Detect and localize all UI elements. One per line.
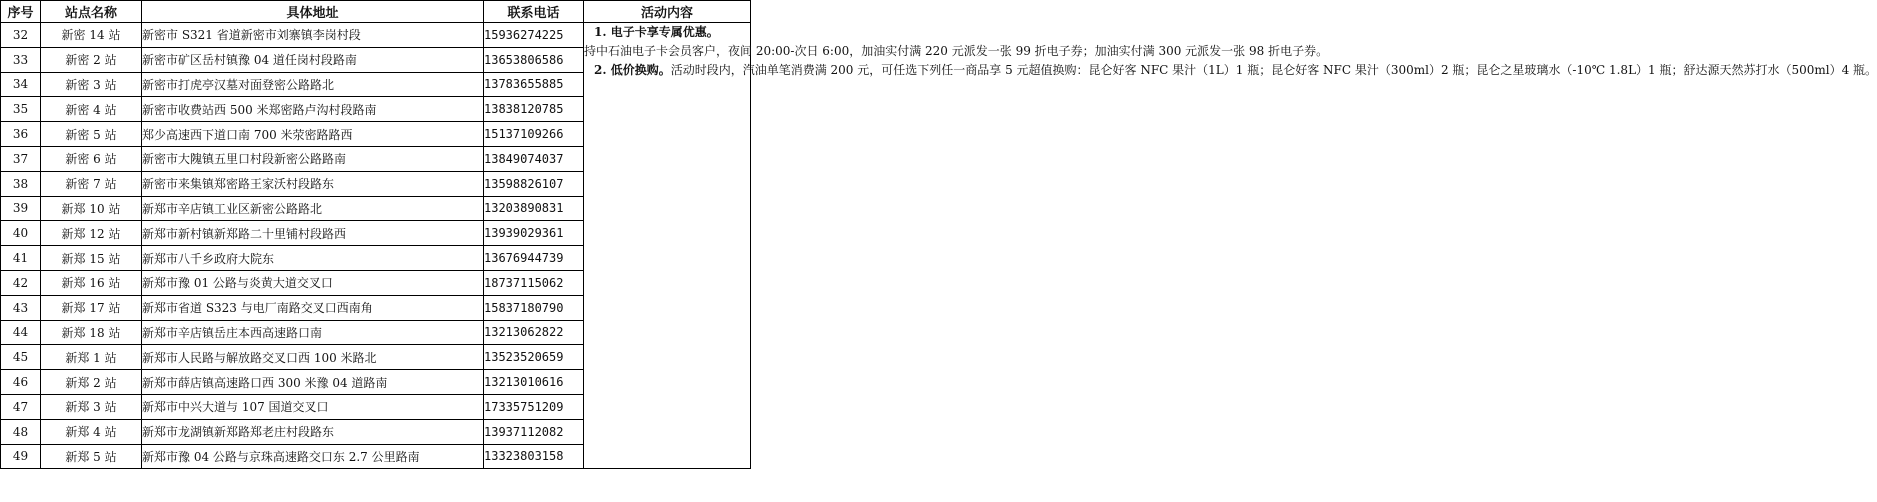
- station-phone: 15137109266: [484, 122, 584, 147]
- station-address: 新密市大隗镇五里口村段新密公路路南: [142, 146, 484, 171]
- station-address: 新郑市龙湖镇新郑路郑老庄村段路东: [142, 419, 484, 444]
- header-activity: 活动内容: [584, 1, 751, 23]
- row-number: 37: [1, 146, 41, 171]
- row-number: 46: [1, 370, 41, 395]
- activity-item-2: [584, 61, 1877, 80]
- station-address: 新郑市豫 04 公路与京珠高速路交口东 2.7 公里路南: [142, 444, 484, 469]
- station-address: 新密市矿区岳村镇豫 04 道任岗村段路南: [142, 47, 484, 72]
- station-address: 新郑市八千乡政府大院东: [142, 246, 484, 271]
- activity-item-2-title: 2. 低价换购。: [594, 63, 671, 77]
- station-phone: 18737115062: [484, 270, 584, 295]
- row-number: 45: [1, 345, 41, 370]
- station-name: 新郑 4 站: [41, 419, 142, 444]
- header-no: 序号: [1, 1, 41, 23]
- station-address: 郑少高速西下道口南 700 米荥密路路西: [142, 122, 484, 147]
- station-address: 新郑市省道 S323 与电厂南路交叉口西南角: [142, 295, 484, 320]
- station-phone: 13598826107: [484, 171, 584, 196]
- station-address: 新密市来集镇郑密路王家沃村段路东: [142, 171, 484, 196]
- station-address: 新郑市中兴大道与 107 国道交叉口: [142, 394, 484, 419]
- station-phone: 13323803158: [484, 444, 584, 469]
- station-address: 新郑市辛店镇岳庄本西高速路口南: [142, 320, 484, 345]
- row-number: 43: [1, 295, 41, 320]
- station-phone: 13213010616: [484, 370, 584, 395]
- header-station-name: 站点名称: [41, 1, 142, 23]
- station-phone: 13939029361: [484, 221, 584, 246]
- station-phone: 13937112082: [484, 419, 584, 444]
- station-address: 新密市打虎亭汉墓对面登密公路路北: [142, 72, 484, 97]
- row-number: 35: [1, 97, 41, 122]
- station-address: 新郑市新村镇新郑路二十里铺村段路西: [142, 221, 484, 246]
- station-phone: 15837180790: [484, 295, 584, 320]
- station-phone: 13203890831: [484, 196, 584, 221]
- station-address: 新郑市辛店镇工业区新密公路路北: [142, 196, 484, 221]
- station-phone: 13523520659: [484, 345, 584, 370]
- activity-item-1: [584, 23, 1329, 61]
- station-name: 新密 5 站: [41, 122, 142, 147]
- header-address: 具体地址: [142, 1, 484, 23]
- station-address: 新密市 S321 省道新密市刘寨镇李岗村段: [142, 23, 484, 48]
- station-name: 新密 7 站: [41, 171, 142, 196]
- station-name: 新密 3 站: [41, 72, 142, 97]
- header-phone: 联系电话: [484, 1, 584, 23]
- activity-item-1-title: 1. 电子卡享专属优惠。: [594, 25, 719, 39]
- station-name: 新郑 5 站: [41, 444, 142, 469]
- row-number: 44: [1, 320, 41, 345]
- station-name: 新密 2 站: [41, 47, 142, 72]
- station-phone: 13653806586: [484, 47, 584, 72]
- station-name: 新密 14 站: [41, 23, 142, 48]
- station-phone: 13213062822: [484, 320, 584, 345]
- table-body: [1, 23, 1877, 469]
- station-phone: 13783655885: [484, 72, 584, 97]
- station-name: 新郑 18 站: [41, 320, 142, 345]
- station-name: 新郑 15 站: [41, 246, 142, 271]
- row-number: 40: [1, 221, 41, 246]
- table-row: [1, 23, 751, 48]
- row-number: 49: [1, 444, 41, 469]
- station-name: 新密 6 站: [41, 146, 142, 171]
- station-phone: 13838120785: [484, 97, 584, 122]
- row-number: 33: [1, 47, 41, 72]
- station-phone: 13676944739: [484, 246, 584, 271]
- row-number: 39: [1, 196, 41, 221]
- activity-item-2-body: 活动时段内，汽油单笔消费满 200 元，可任选下列任一商品享 5 元超值换购：昆仑好客 NFC 果汁（1L）1 瓶；昆仑好客 NFC 果汁（300ml）2 瓶；昆仑之星玻璃水（-10℃ 1.8L）1 瓶；舒达源天然苏打水（500ml）4 瓶。: [670, 63, 1877, 77]
- station-name: 新郑 17 站: [41, 295, 142, 320]
- station-name: 新郑 1 站: [41, 345, 142, 370]
- row-number: 47: [1, 394, 41, 419]
- header-row: [1, 1, 751, 23]
- station-name: 新密 4 站: [41, 97, 142, 122]
- station-name: 新郑 12 站: [41, 221, 142, 246]
- station-name: 新郑 10 站: [41, 196, 142, 221]
- activity-content: [584, 23, 1877, 469]
- station-phone: 17335751209: [484, 394, 584, 419]
- station-name: 新郑 16 站: [41, 270, 142, 295]
- station-address: 新郑市人民路与解放路交叉口西 100 米路北: [142, 345, 484, 370]
- activity-item-1-body: 持中石油电子卡会员客户，夜间 20:00-次日 6:00，加油实付满 220 元派发一张 99 折电子券；加油实付满 300 元派发一张 98 折电子券。: [584, 44, 1329, 58]
- station-address: 新密市收费站西 500 米郑密路卢沟村段路南: [142, 97, 484, 122]
- row-number: 34: [1, 72, 41, 97]
- row-number: 32: [1, 23, 41, 48]
- row-number: 41: [1, 246, 41, 271]
- station-address: 新郑市薛店镇高速路口西 300 米豫 04 道路南: [142, 370, 484, 395]
- row-number: 36: [1, 122, 41, 147]
- station-phone: 15936274225: [484, 23, 584, 48]
- station-name: 新郑 2 站: [41, 370, 142, 395]
- row-number: 48: [1, 419, 41, 444]
- station-name: 新郑 3 站: [41, 394, 142, 419]
- row-number: 42: [1, 270, 41, 295]
- row-number: 38: [1, 171, 41, 196]
- station-address: 新郑市豫 01 公路与炎黄大道交叉口: [142, 270, 484, 295]
- station-phone: 13849074037: [484, 146, 584, 171]
